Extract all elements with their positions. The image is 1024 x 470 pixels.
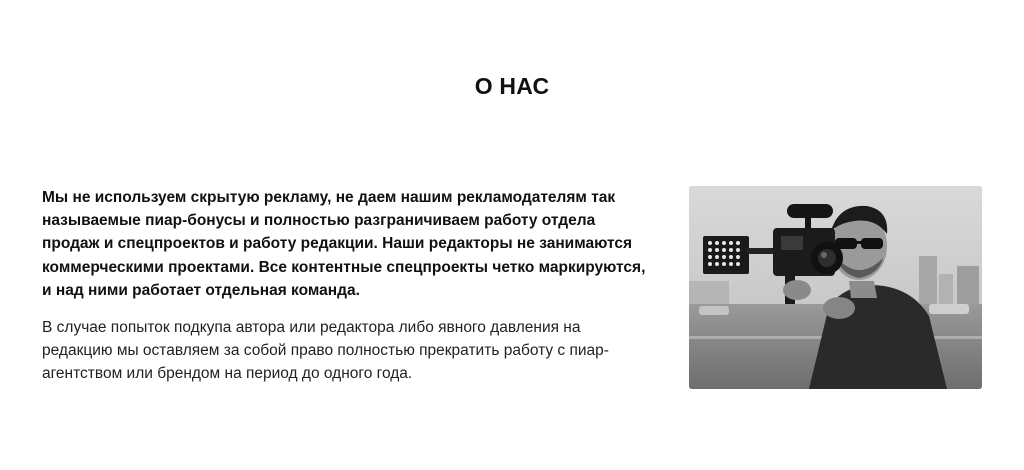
videographer-illustration [689,186,982,389]
section-title: О НАС [474,73,550,99]
videographer-photo [689,186,982,389]
about-text-column [42,186,654,386]
lead-paragraph: Мы не используем скрытую рекламу, не даем нашим рекламодателям так называемые пиар-бонусы и полностью разграничиваем работу отдела продаж и спецпроектов и работу редакции. Наши редакторы не занимаются коммерческими проектами. Все контентные спецпроекты четко маркируются, и над ними работает отдельная команда. [42,189,646,299]
body-paragraph: В случае попыток подкупа автора или редактора либо явного давления на редакцию мы оставляем за собой право полностью прекратить работу с пиар-агентством или брендом на период до одного года. [42,319,609,383]
